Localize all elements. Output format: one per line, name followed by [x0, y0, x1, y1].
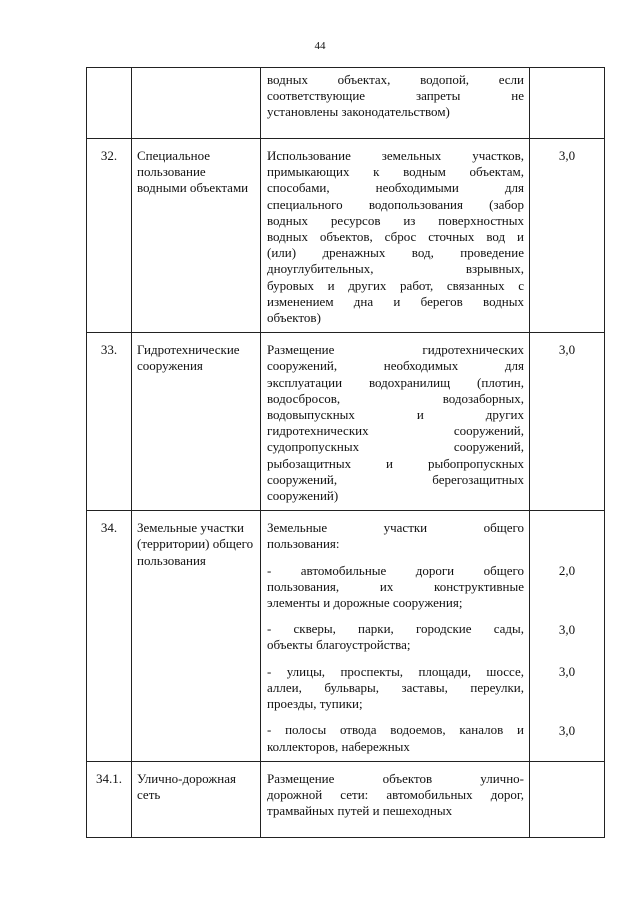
text-line: дорожной сети: автомобильных дорог,	[267, 786, 524, 802]
text-line: проезды, тупики;	[267, 696, 363, 712]
row-name	[132, 68, 261, 139]
text-line: объекты благоустройства;	[267, 637, 411, 653]
row-description	[261, 511, 530, 761]
page-number: 44	[314, 40, 326, 52]
text-line: установлены законодательством)	[267, 104, 450, 120]
row-number: 33.	[87, 333, 132, 511]
row-name: Улично-дорожная сеть	[132, 761, 261, 837]
text-line: эксплуатации водохранилищ (плотин,	[267, 374, 524, 390]
text-line: - полосы отвода водоемов, каналов и	[267, 722, 524, 738]
list-item	[267, 722, 524, 754]
text-line: сооружений, берегозащитных	[267, 471, 524, 487]
item-value: 3,0	[558, 664, 576, 680]
land-use-table	[86, 67, 605, 838]
text-line: гидротехнических сооружений,	[267, 423, 524, 439]
row-name: Гидротехнические сооружения	[132, 333, 261, 511]
text-line: аллеи, бульвары, заставы, переулки,	[267, 679, 524, 695]
text-line: коллекторов, набережных	[267, 738, 410, 754]
item-value: 3,0	[558, 722, 576, 738]
text-line: Использование земельных участков,	[267, 148, 524, 163]
row-name: Специальное пользование водными объектами	[132, 139, 261, 333]
row-number: 34.1.	[87, 761, 132, 837]
text-line: сооружений)	[267, 488, 339, 504]
text-line: Размещение гидротехнических	[267, 342, 524, 358]
text-line: судопропускных сооружений,	[267, 439, 524, 455]
row-description	[261, 333, 530, 511]
row-values	[530, 511, 605, 761]
row-value	[530, 761, 605, 837]
text-line: водовыпускных и других	[267, 407, 524, 423]
text-line: изменением дна и берегов водных	[267, 293, 524, 309]
text-line: Размещение объектов улично-	[267, 770, 524, 786]
text-line: - автомобильные дороги общего	[267, 562, 524, 578]
row-value: 3,0	[530, 139, 605, 333]
text-line: водных объектов, сброс сточных вод и	[267, 229, 524, 245]
row-number	[87, 68, 132, 139]
row-number: 34.	[87, 511, 132, 761]
text-line: буровых и других работ, связанных с	[267, 277, 524, 293]
text-line: пользования, их конструктивные	[267, 578, 524, 594]
text-line: примыкающих к водным объектам,	[267, 164, 524, 180]
text-line: рыбозащитных и рыбопропускных	[267, 455, 524, 471]
row-number: 32.	[87, 139, 132, 333]
table-row-34	[87, 511, 605, 761]
text-line: водосбросов, водозаборных,	[267, 390, 524, 406]
text-line: специального водопользования (забор	[267, 196, 524, 212]
table-row-34-1	[87, 761, 605, 837]
text-line: - улицы, проспекты, площади, шоссе,	[267, 663, 524, 679]
list-item	[267, 563, 524, 612]
row-description	[261, 68, 530, 139]
row-value	[530, 68, 605, 139]
list-item	[267, 664, 524, 713]
text-line: сооружений, необходимых для	[267, 358, 524, 374]
text-line: трамвайных путей и пешеходных	[267, 803, 453, 819]
text-line: - скверы, парки, городские сады,	[267, 621, 524, 637]
item-value: 2,0	[558, 563, 576, 579]
text-line: элементы и дорожные сооружения;	[267, 595, 463, 611]
row-description	[261, 139, 530, 333]
text-line: способами, необходимыми для	[267, 180, 524, 196]
text-line: дноуглубительных, взрывных,	[267, 261, 524, 277]
table-row-32	[87, 139, 605, 333]
row-description	[261, 761, 530, 837]
table-row-33	[87, 333, 605, 511]
text-line: (или) дренажных вод, проведение	[267, 245, 524, 261]
row-34-intro	[267, 520, 524, 552]
text-line: пользования:	[267, 536, 340, 552]
text-line: Земельные участки общего	[267, 520, 524, 536]
list-item	[267, 621, 524, 653]
text-line: объектов)	[267, 310, 321, 326]
row-name: Земельные участки (территории) общего пользования	[132, 511, 261, 761]
item-value: 3,0	[558, 621, 576, 637]
text-line: соответствующие запреты не	[267, 88, 524, 104]
table-row-continuation	[87, 68, 605, 139]
row-value: 3,0	[530, 333, 605, 511]
text-line: водных объектах, водопой, если	[267, 72, 524, 87]
text-line: водных ресурсов из поверхностных	[267, 212, 524, 228]
